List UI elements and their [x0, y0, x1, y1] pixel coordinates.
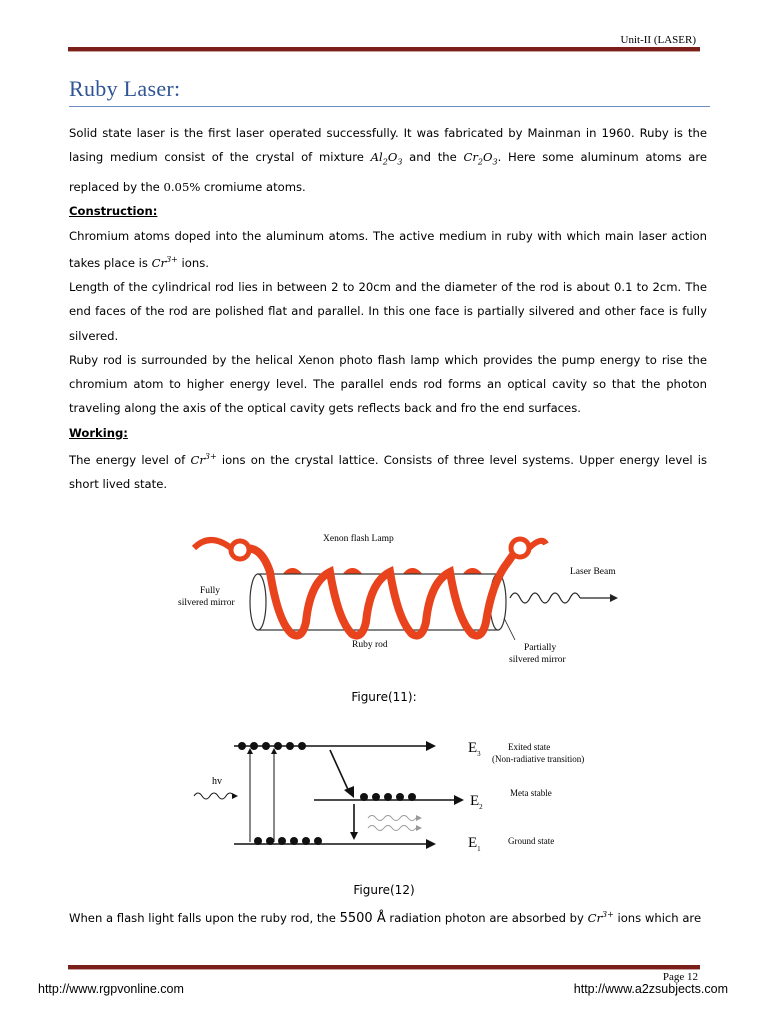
footer-link-a2zsubjects[interactable]: http://www.a2zsubjects.com: [573, 982, 728, 996]
intro-paragraph: Solid state laser is the first laser operated successfully. It was fabricated by Mainman in 1960. Ruby is the lasing medium consist of the crystal of mixture $Al_2O_3$ and the $Cr_2O_3$. Here some aluminum atoms are replaced by the 0.05% cromiume atoms.: [69, 126, 707, 194]
footer-rule: [68, 965, 700, 970]
label-partial-silvered-2: silvered mirror: [509, 655, 566, 665]
title-underline: [69, 106, 710, 107]
label-exited-state: Exited state: [508, 742, 551, 752]
label-fully-silvered-2: silvered mirror: [178, 598, 235, 608]
label-hv: hv: [212, 776, 222, 787]
bottom-paragraph: When a flash light falls upon the ruby rod, the 5500 Å radiation photon are absorbed by $Cr^{3+}$ ions which are: [69, 910, 702, 926]
construction-paragraph-3: Ruby rod is surrounded by the helical Xenon photo flash lamp which provides the pump energy to rise the chromium atom to higher energy level. The parallel ends rod forms an optical cavity so that the photon traveling along the axis of the optical cavity gets reflects back and fro the end surfaces.: [69, 352, 707, 416]
nonradiative-arrow: [330, 750, 350, 794]
emitted-photons: [368, 816, 416, 831]
ruby-laser-diagram: [170, 522, 630, 670]
construction-heading: Construction:: [69, 204, 158, 219]
formula-cr2o3: $Cr_2O_3$: [463, 150, 498, 167]
page-number: Page 12: [662, 971, 698, 983]
body-section: [69, 121, 707, 496]
label-e2: $E_2$: [470, 793, 483, 811]
construction-paragraph-2: Length of the cylindrical rod lies in between 2 to 20cm and the diameter of the rod is about 0.1 to 2cm. The end faces of the rod are polished flat and parallel. In this one face is partially silvered and other face is fully silvered.: [69, 279, 707, 343]
label-laser-beam: Laser Beam: [570, 567, 616, 577]
working-paragraph: The energy level of $Cr^{3+}$ ions on the crystal lattice. Consists of three level systems. Upper energy level is short lived state.: [69, 452, 707, 492]
label-nonradiative: (Non-radiative transition): [492, 754, 585, 764]
label-ground-state: Ground state: [508, 836, 555, 846]
label-metastable: Meta stable: [510, 788, 552, 798]
formula-al2o3: $Al_2O_3$: [370, 150, 403, 167]
figure-12-caption: Figure(12): [353, 883, 415, 897]
incoming-photon-wave: [194, 793, 234, 799]
energy-level-diagram: [178, 724, 598, 874]
label-e1: $E_1$: [468, 835, 481, 853]
page-title: Ruby Laser:: [69, 76, 181, 101]
label-fully-silvered-1: Fully: [200, 586, 221, 596]
label-e3: $E_3$: [468, 740, 481, 758]
formula-cr-ion: $Cr^{3+}$: [587, 910, 614, 925]
laser-beam-arrow: [610, 594, 618, 602]
header-unit-label: Unit-II (LASER): [620, 34, 696, 46]
formula-cr-ion: $Cr^{3+}$: [190, 452, 217, 467]
label-xenon-lamp: Xenon flash Lamp: [323, 534, 394, 544]
label-partial-silvered-1: Partially: [524, 643, 557, 653]
formula-cr-ion: $Cr^{3+}$: [151, 254, 178, 270]
construction-paragraph-1: Chromium atoms doped into the aluminum atoms. The active medium in ruby with which main laser action takes place is $Cr^{3+}$ ions.: [69, 228, 707, 270]
working-heading: Working:: [69, 425, 128, 440]
laser-beam-wave: [510, 593, 580, 603]
label-ruby-rod: Ruby rod: [352, 640, 388, 650]
footer-link-rgpvonline[interactable]: http://www.rgpvonline.com: [38, 982, 184, 996]
header-rule: [68, 47, 700, 52]
figure-11-caption: Figure(11):: [351, 690, 417, 704]
